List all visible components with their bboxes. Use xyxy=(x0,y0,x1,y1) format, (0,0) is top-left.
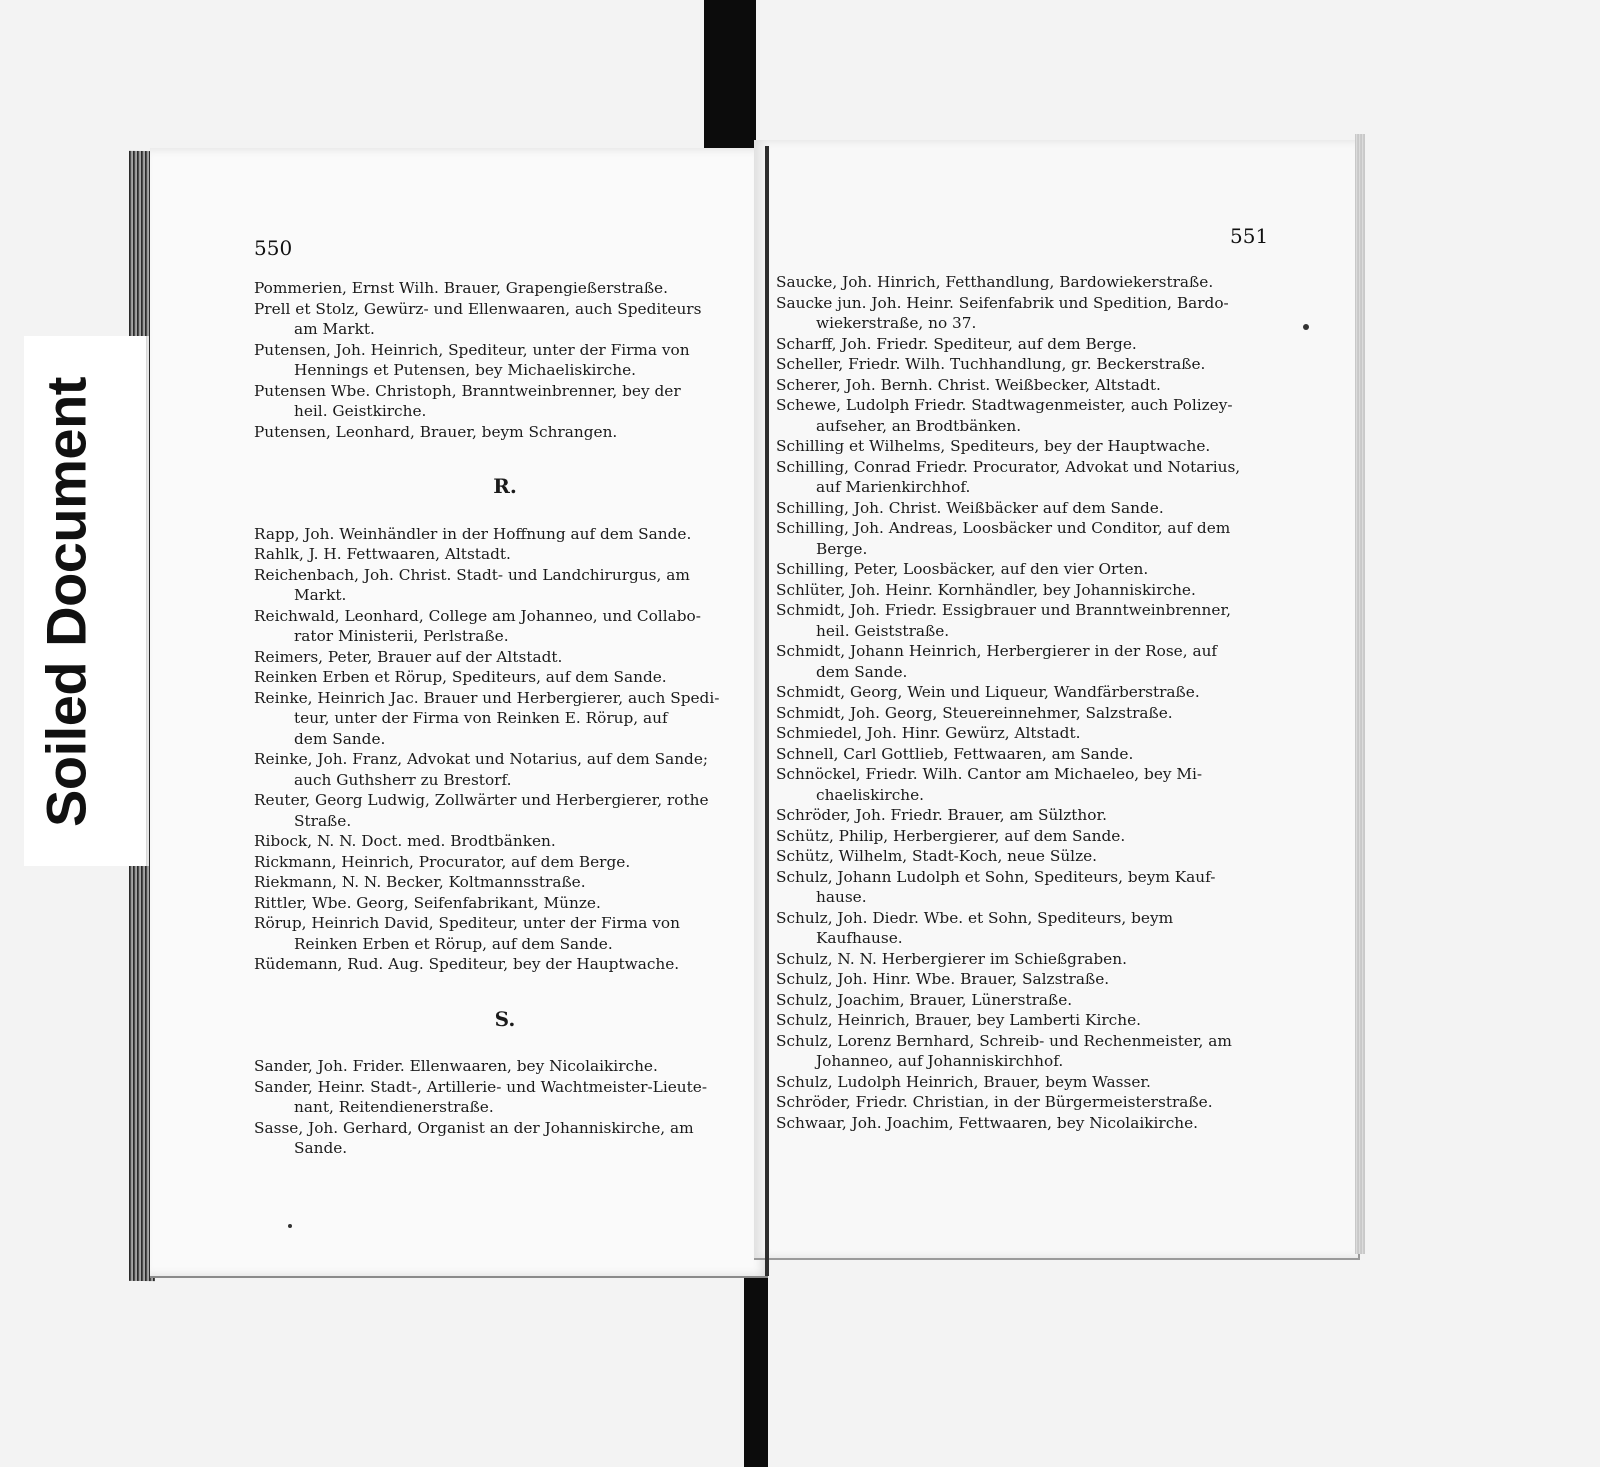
directory-entry xyxy=(254,647,756,668)
directory-entry xyxy=(776,805,1274,826)
book-gutter xyxy=(765,146,769,1276)
entry-line: Schulz, Johann Ludolph et Sohn, Spediteurs, beym Kauf- xyxy=(776,867,1216,886)
directory-entry xyxy=(776,1092,1274,1113)
entry-line: Schmidt, Joh. Georg, Steuereinnehmer, Salzstraße. xyxy=(776,703,1173,722)
directory-entry xyxy=(776,949,1274,970)
entry-line: Schulz, Joh. Diedr. Wbe. et Sohn, Spediteurs, beym xyxy=(776,908,1174,927)
entry-line: Rapp, Joh. Weinhändler in der Hoffnung auf dem Sande. xyxy=(254,524,692,543)
entry-line: Putensen Wbe. Christoph, Branntweinbrenner, bey der xyxy=(254,381,681,400)
directory-entry xyxy=(254,913,756,954)
directory-entry xyxy=(776,1072,1274,1093)
entry-line: Putensen, Leonhard, Brauer, beym Schrangen. xyxy=(254,422,618,441)
entries-p-section xyxy=(254,278,756,442)
directory-entry xyxy=(776,580,1274,601)
directory-entry xyxy=(254,872,756,893)
entry-line: Schmidt, Joh. Friedr. Essigbrauer und Branntweinbrenner, xyxy=(776,601,1231,619)
directory-entry xyxy=(254,544,756,565)
entry-line: Pommerien, Ernst Wilh. Brauer, Grapengießerstraße. xyxy=(254,279,668,297)
entry-line: Scheller, Friedr. Wilh. Tuchhandlung, gr. Beckerstraße. xyxy=(776,355,1206,373)
entry-continuation-line: aufseher, an Brodtbänken. xyxy=(816,416,1022,435)
right-page-text xyxy=(776,272,1274,1133)
binding-strip-top xyxy=(704,0,756,150)
directory-entry xyxy=(254,749,756,790)
entry-line: Reimers, Peter, Brauer auf der Altstadt. xyxy=(254,647,563,666)
entry-line: Sasse, Joh. Gerhard, Organist an der Johanniskirche, am xyxy=(254,1118,694,1137)
entry-continuation-line: Kaufhause. xyxy=(816,929,903,947)
directory-entry xyxy=(254,893,756,914)
directory-entry xyxy=(776,1010,1274,1031)
directory-entry xyxy=(776,375,1274,396)
directory-entry xyxy=(776,436,1274,457)
entry-continuation-line: auch Guthsherr zu Brestorf. xyxy=(294,770,512,789)
entry-continuation-line: Johanneo, auf Johanniskirchhof. xyxy=(816,1052,1064,1070)
directory-entry xyxy=(776,682,1274,703)
ink-speck xyxy=(1303,324,1309,330)
entry-continuation-line: heil. Geistkirche. xyxy=(294,402,427,420)
directory-entry xyxy=(254,278,756,299)
entry-line: Schnöckel, Friedr. Wilh. Cantor am Michaeleo, bey Mi- xyxy=(776,765,1203,783)
directory-entry xyxy=(254,1077,756,1118)
entry-line: Schulz, Lorenz Bernhard, Schreib- und Rechenmeister, am xyxy=(776,1031,1232,1050)
entry-continuation-line: rator Ministerii, Perlstraße. xyxy=(294,627,509,645)
entry-line: Rahlk, J. H. Fettwaaren, Altstadt. xyxy=(254,545,511,563)
directory-entry xyxy=(254,340,756,381)
entry-line: Reinke, Joh. Franz, Advokat und Notarius, auf dem Sande; xyxy=(254,750,709,768)
directory-entry xyxy=(254,1118,756,1159)
directory-entry xyxy=(254,790,756,831)
entry-continuation-line: Hennings et Putensen, bey Michaeliskirche. xyxy=(294,361,637,379)
entry-line: Schilling, Conrad Friedr. Procurator, Advokat und Notarius, xyxy=(776,457,1241,476)
entry-line: Ribock, N. N. Doct. med. Brodtbänken. xyxy=(254,832,556,850)
directory-entry xyxy=(254,954,756,975)
directory-entry xyxy=(776,744,1274,765)
entry-line: Reichwald, Leonhard, College am Johanneo, und Collabo- xyxy=(254,606,701,625)
directory-entry xyxy=(776,600,1274,641)
entry-line: Rickmann, Heinrich, Procurator, auf dem Berge. xyxy=(254,852,631,871)
entry-continuation-line: dem Sande. xyxy=(294,729,386,748)
entry-line: Schröder, Joh. Friedr. Brauer, am Sülzthor. xyxy=(776,806,1107,824)
directory-entry xyxy=(776,846,1274,867)
entry-line: Schmidt, Georg, Wein und Liqueur, Wandfärberstraße. xyxy=(776,683,1200,701)
entry-continuation-line: Sande. xyxy=(294,1139,348,1157)
ink-speck xyxy=(288,1224,292,1228)
entry-line: Schröder, Friedr. Christian, in der Bürgermeisterstraße. xyxy=(776,1093,1213,1111)
directory-entry xyxy=(776,457,1274,498)
entry-continuation-line: am Markt. xyxy=(294,320,375,338)
directory-entry xyxy=(776,1113,1274,1134)
page-number-left: 550 xyxy=(254,236,293,260)
directory-entry xyxy=(254,299,756,340)
entry-line: Schilling et Wilhelms, Spediteurs, bey der Hauptwache. xyxy=(776,437,1211,455)
entry-line: Rörup, Heinrich David, Spediteur, unter der Firma von xyxy=(254,914,680,932)
directory-entry xyxy=(776,867,1274,908)
entry-line: Rüdemann, Rud. Aug. Spediteur, bey der Hauptwache. xyxy=(254,955,680,973)
entry-line: Putensen, Joh. Heinrich, Spediteur, unter der Firma von xyxy=(254,340,690,359)
entry-line: Schütz, Philip, Herbergierer, auf dem Sande. xyxy=(776,826,1126,845)
entries-right-page xyxy=(776,272,1274,1133)
entry-line: Schlüter, Joh. Heinr. Kornhändler, bey Johanniskirche. xyxy=(776,580,1196,599)
directory-entry xyxy=(776,272,1274,293)
directory-entry xyxy=(776,354,1274,375)
entry-continuation-line: nant, Reitendienerstraße. xyxy=(294,1098,494,1116)
entry-continuation-line: Reinken Erben et Rörup, auf dem Sande. xyxy=(294,934,613,953)
directory-entry xyxy=(254,852,756,873)
entry-line: Schwaar, Joh. Joachim, Fettwaaren, bey Nicolaikirche. xyxy=(776,1113,1199,1132)
entry-continuation-line: heil. Geiststraße. xyxy=(816,621,950,640)
entry-continuation-line: wiekerstraße, no 37. xyxy=(816,314,977,332)
entry-line: Prell et Stolz, Gewürz- und Ellenwaaren, auch Spediteurs xyxy=(254,299,702,318)
directory-entry xyxy=(776,703,1274,724)
entries-r-section xyxy=(254,524,756,975)
entry-line: Reinke, Heinrich Jac. Brauer und Herbergierer, auch Spedi- xyxy=(254,688,720,707)
soiled-document-label: Soiled Document xyxy=(34,377,98,827)
entry-line: Schilling, Peter, Loosbäcker, auf den vier Orten. xyxy=(776,560,1149,578)
directory-entry xyxy=(776,559,1274,580)
entry-line: Schmidt, Johann Heinrich, Herbergierer in der Rose, auf xyxy=(776,642,1218,660)
entry-continuation-line: Straße. xyxy=(294,811,352,830)
directory-entry xyxy=(254,1056,756,1077)
directory-entry xyxy=(776,764,1274,805)
directory-entry xyxy=(776,334,1274,355)
directory-entry xyxy=(254,565,756,606)
left-page-text xyxy=(254,278,756,1159)
directory-entry xyxy=(776,969,1274,990)
directory-entry xyxy=(776,826,1274,847)
directory-entry xyxy=(776,395,1274,436)
section-heading-r: R. xyxy=(493,474,517,498)
entry-line: Reuter, Georg Ludwig, Zollwärter und Herbergierer, rothe xyxy=(254,791,709,809)
entry-line: Schulz, Joachim, Brauer, Lünerstraße. xyxy=(776,990,1073,1009)
entry-line: Sander, Heinr. Stadt-, Artillerie- und Wachtmeister-Lieute- xyxy=(254,1077,707,1096)
entry-line: Schilling, Joh. Christ. Weißbäcker auf dem Sande. xyxy=(776,498,1164,517)
directory-entry xyxy=(254,667,756,688)
entry-line: Schewe, Ludolph Friedr. Stadtwagenmeister, auch Polizey- xyxy=(776,396,1233,414)
directory-entry xyxy=(254,381,756,422)
entry-line: Scherer, Joh. Bernh. Christ. Weißbecker, Altstadt. xyxy=(776,375,1161,394)
directory-entry xyxy=(776,723,1274,744)
entry-line: Reinken Erben et Rörup, Spediteurs, auf dem Sande. xyxy=(254,668,667,686)
entry-line: Reichenbach, Joh. Christ. Stadt- und Landchirurgus, am xyxy=(254,565,690,584)
entry-continuation-line: Berge. xyxy=(816,539,868,558)
entry-continuation-line: hause. xyxy=(816,888,867,906)
directory-entry xyxy=(254,831,756,852)
entry-line: Schnell, Carl Gottlieb, Fettwaaren, am Sande. xyxy=(776,744,1134,763)
page-number-right: 551 xyxy=(1230,224,1269,248)
entries-s-section xyxy=(254,1056,756,1159)
entry-line: Sander, Joh. Frider. Ellenwaaren, bey Nicolaikirche. xyxy=(254,1057,658,1075)
entry-line: Schulz, Ludolph Heinrich, Brauer, beym Wasser. xyxy=(776,1072,1151,1091)
entry-line: Schilling, Joh. Andreas, Loosbäcker und Conditor, auf dem xyxy=(776,519,1231,537)
directory-entry xyxy=(254,606,756,647)
binding-strip-bottom xyxy=(744,1255,768,1467)
entry-line: Riekmann, N. N. Becker, Koltmannsstraße. xyxy=(254,873,586,891)
entry-line: Saucke jun. Joh. Heinr. Seifenfabrik und Spedition, Bardo- xyxy=(776,293,1229,312)
directory-entry xyxy=(776,498,1274,519)
entry-line: Rittler, Wbe. Georg, Seifenfabrikant, Münze. xyxy=(254,893,601,912)
directory-entry xyxy=(776,990,1274,1011)
page-block-edge-right xyxy=(1355,134,1365,1254)
directory-entry xyxy=(776,908,1274,949)
entry-continuation-line: auf Marienkirchhof. xyxy=(816,478,971,496)
entry-line: Schulz, Joh. Hinr. Wbe. Brauer, Salzstraße. xyxy=(776,970,1110,988)
entry-line: Saucke, Joh. Hinrich, Fetthandlung, Bardowiekerstraße. xyxy=(776,273,1214,291)
entry-continuation-line: teur, unter der Firma von Reinken E. Rörup, auf xyxy=(294,709,668,727)
directory-entry xyxy=(776,641,1274,682)
directory-entry xyxy=(254,524,756,545)
entry-line: Schulz, Heinrich, Brauer, bey Lamberti Kirche. xyxy=(776,1011,1142,1029)
entry-continuation-line: chaeliskirche. xyxy=(816,785,925,804)
entry-line: Scharff, Joh. Friedr. Spediteur, auf dem Berge. xyxy=(776,334,1137,353)
entry-line: Schmiedel, Joh. Hinr. Gewürz, Altstadt. xyxy=(776,724,1081,742)
directory-entry xyxy=(254,688,756,750)
section-heading-s: S. xyxy=(494,1006,516,1031)
entry-line: Schulz, N. N. Herbergierer im Schießgraben. xyxy=(776,949,1127,968)
directory-entry xyxy=(776,518,1274,559)
directory-entry xyxy=(776,1031,1274,1072)
entry-continuation-line: dem Sande. xyxy=(816,662,908,681)
entry-continuation-line: Markt. xyxy=(294,586,347,604)
directory-entry xyxy=(776,293,1274,334)
entry-line: Schütz, Wilhelm, Stadt-Koch, neue Sülze. xyxy=(776,847,1098,865)
directory-entry xyxy=(254,422,756,443)
